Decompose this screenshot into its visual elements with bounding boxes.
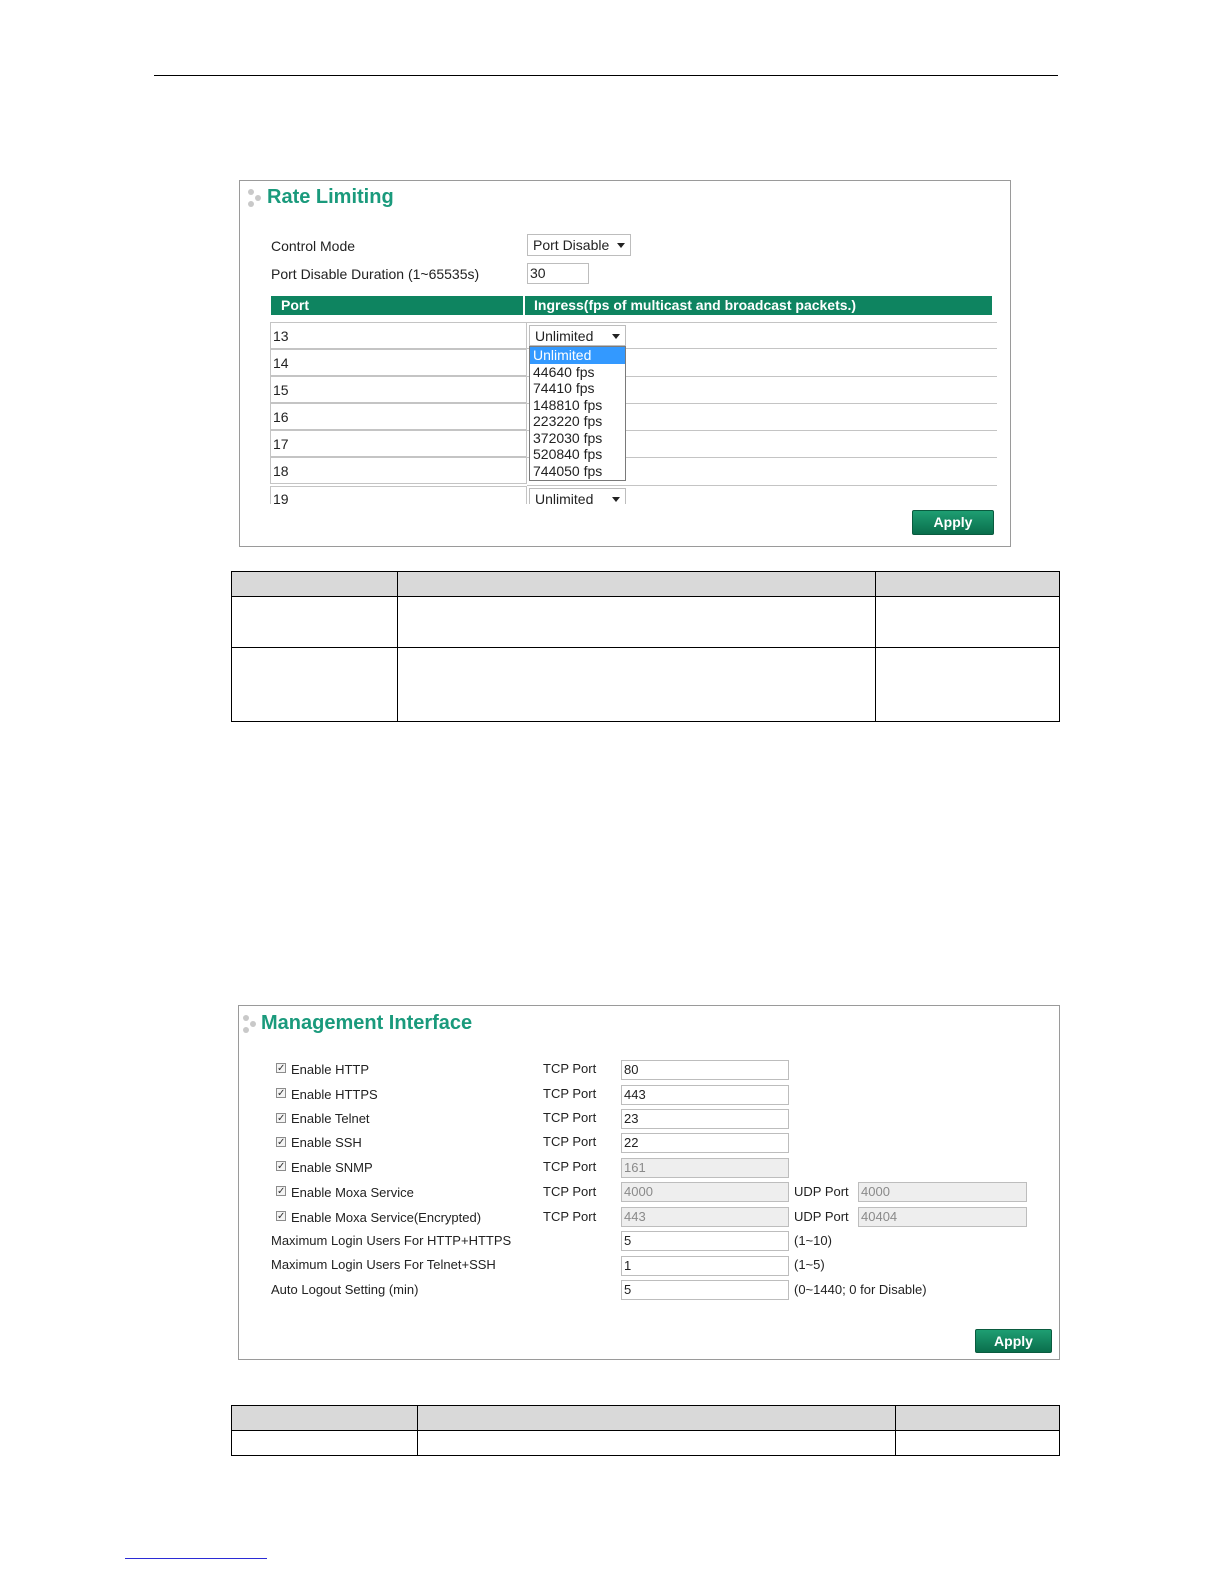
moxa-udp-input: 4000 xyxy=(858,1182,1027,1202)
col-header-ingress: Ingress(fps of multicast and broadcast packets.) xyxy=(525,296,992,315)
service-label: Enable Moxa Service xyxy=(291,1185,414,1200)
chevron-down-icon xyxy=(617,243,625,248)
setting-label: Auto Logout Setting (min) xyxy=(271,1282,419,1297)
setting-label: Maximum Login Users For HTTP+HTTPS xyxy=(271,1233,512,1248)
panel-dots-icon xyxy=(247,189,263,209)
http-tcp-input[interactable]: 80 xyxy=(621,1060,789,1080)
snmp-tcp-input: 161 xyxy=(621,1158,789,1178)
tcp-port-label: TCP Port xyxy=(543,1134,597,1149)
row-divider xyxy=(527,485,997,486)
control-mode-select[interactable] xyxy=(527,234,631,256)
ssh-tcp-input[interactable]: 22 xyxy=(621,1133,789,1153)
tcp-port-label: TCP Port xyxy=(543,1086,597,1101)
dropdown-option[interactable]: Unlimited xyxy=(530,347,625,364)
control-mode-value: Port Disable xyxy=(533,237,610,253)
row-divider xyxy=(527,322,997,323)
snmp-checkbox[interactable]: ✓ xyxy=(277,1161,286,1172)
service-label: Enable SSH xyxy=(291,1135,362,1150)
ingress-select[interactable] xyxy=(529,325,626,346)
moxa-service-checkbox[interactable]: ✓ xyxy=(277,1186,286,1197)
moxa-encrypted-udp-input: 40404 xyxy=(858,1207,1027,1227)
dropdown-option[interactable]: 744050 fps xyxy=(533,462,603,479)
udp-port-label: UDP Port xyxy=(794,1184,849,1199)
tcp-port-label: TCP Port xyxy=(543,1159,597,1174)
port-cell: 18 xyxy=(270,457,527,484)
management-interface-title: Management Interface xyxy=(261,1012,473,1034)
dropdown-option[interactable]: 148810 fps xyxy=(533,396,603,413)
setting-range: (1~10) xyxy=(794,1233,832,1248)
setting-range: (1~5) xyxy=(794,1257,825,1272)
https-checkbox[interactable]: ✓ xyxy=(277,1088,286,1099)
moxa-encrypted-checkbox[interactable]: ✓ xyxy=(277,1211,286,1222)
doc-table-1 xyxy=(231,571,1060,722)
max-telnet-users-input[interactable]: 1 xyxy=(621,1256,789,1276)
port-cell: 19 xyxy=(270,486,527,504)
telnet-checkbox[interactable]: ✓ xyxy=(277,1113,286,1124)
chevron-down-icon xyxy=(612,334,620,339)
duration-input[interactable]: 30 xyxy=(527,263,589,284)
dropdown-option[interactable]: 74410 fps xyxy=(533,380,595,396)
chevron-down-icon xyxy=(612,497,620,502)
port-cell: 14 xyxy=(270,349,527,376)
dropdown-option[interactable]: 372030 fps xyxy=(533,429,603,446)
rate-limiting-apply-button[interactable]: Apply xyxy=(912,510,994,535)
setting-label: Maximum Login Users For Telnet+SSH xyxy=(271,1257,496,1272)
service-label: Enable HTTP xyxy=(291,1062,370,1077)
dropdown-option[interactable]: 520840 fps xyxy=(533,446,603,462)
port-cell: 16 xyxy=(270,403,527,430)
telnet-tcp-input[interactable]: 23 xyxy=(621,1109,789,1129)
service-label: Enable SNMP xyxy=(291,1160,373,1175)
tcp-port-label: TCP Port xyxy=(543,1110,597,1125)
http-checkbox[interactable]: ✓ xyxy=(277,1063,286,1074)
tcp-port-label: TCP Port xyxy=(543,1209,597,1224)
service-label: Enable Telnet xyxy=(291,1111,370,1126)
setting-range: (0~1440; 0 for Disable) xyxy=(794,1282,927,1297)
control-mode-label: Control Mode xyxy=(271,238,356,254)
https-tcp-input[interactable]: 443 xyxy=(621,1085,789,1105)
moxa-tcp-input: 4000 xyxy=(621,1182,789,1202)
management-apply-button[interactable]: Apply xyxy=(975,1329,1052,1353)
auto-logout-input[interactable]: 5 xyxy=(621,1280,789,1300)
udp-port-label: UDP Port xyxy=(794,1209,849,1224)
dropdown-option[interactable]: 223220 fps xyxy=(533,413,603,429)
ingress-value: Unlimited xyxy=(535,328,594,344)
ingress-value: Unlimited xyxy=(535,491,594,504)
dropdown-option[interactable]: 44640 fps xyxy=(533,363,595,380)
service-label: Enable HTTPS xyxy=(291,1087,378,1102)
tcp-port-label: TCP Port xyxy=(543,1184,597,1199)
ingress-dropdown-list xyxy=(529,346,626,481)
moxa-encrypted-tcp-input: 443 xyxy=(621,1207,789,1227)
col-header-port: Port xyxy=(271,296,523,315)
duration-label: Port Disable Duration (1~65535s) xyxy=(271,266,480,282)
port-cell: 17 xyxy=(270,430,527,457)
ingress-select[interactable] xyxy=(529,488,626,504)
rate-limiting-title: Rate Limiting xyxy=(267,186,394,208)
doc-table-2 xyxy=(231,1405,1060,1456)
max-http-users-input[interactable]: 5 xyxy=(621,1231,789,1251)
tcp-port-label: TCP Port xyxy=(543,1061,597,1076)
port-cell: 15 xyxy=(270,376,527,403)
panel-dots-icon xyxy=(242,1015,258,1035)
page-header-rule xyxy=(154,75,1058,76)
footer-link-underline xyxy=(125,1558,267,1559)
ssh-checkbox[interactable]: ✓ xyxy=(277,1137,286,1148)
service-label: Enable Moxa Service(Encrypted) xyxy=(291,1210,482,1225)
port-cell: 13 xyxy=(270,322,527,349)
